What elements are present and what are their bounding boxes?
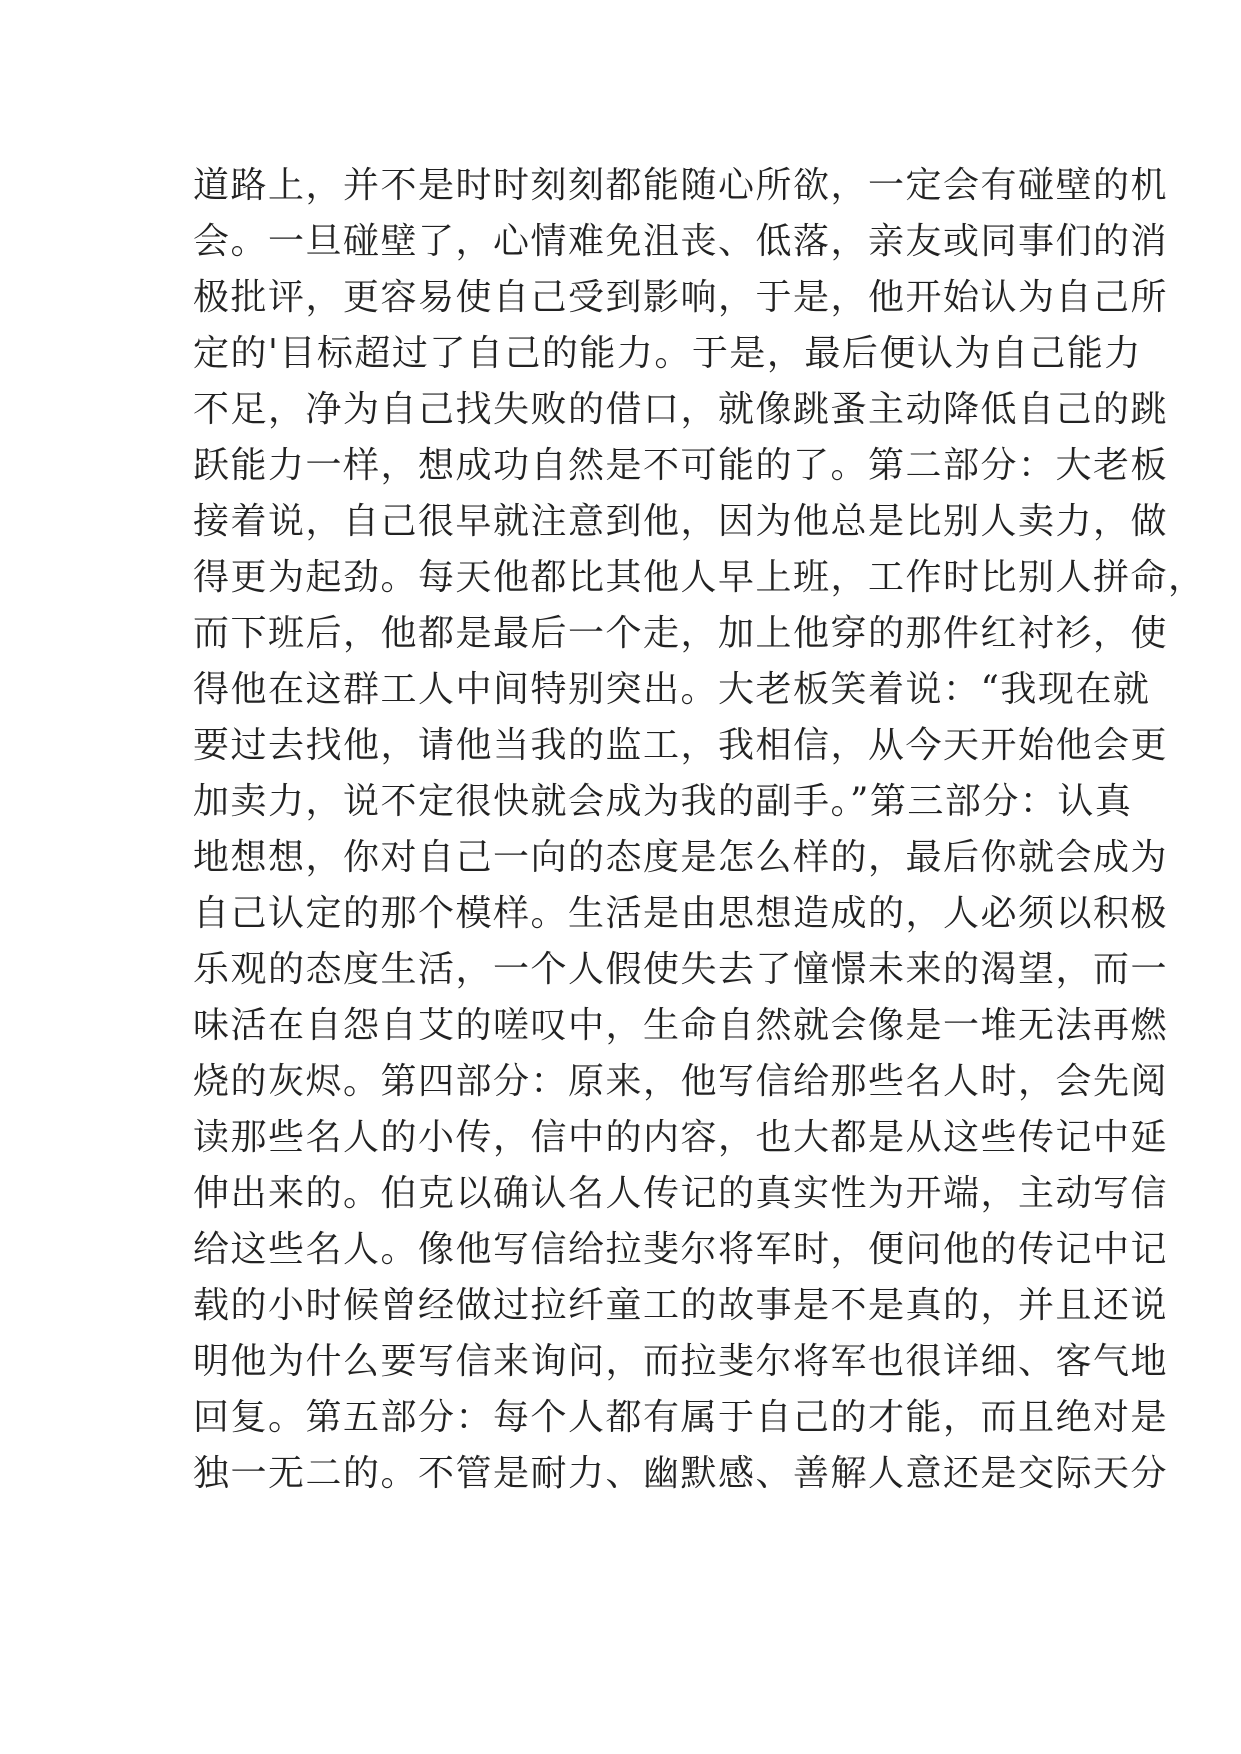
text-line: 而下班后，他都是最后一个走，加上他穿的那件红衬衫，使 bbox=[193, 613, 1169, 654]
text-line: 自己认定的那个模样。生活是由思想造成的，人必须以积极 bbox=[193, 893, 1169, 934]
text-line: 回复。第五部分：每个人都有属于自己的才能，而且绝对是 bbox=[193, 1397, 1169, 1438]
text-line: 得更为起劲。每天他都比其他人早上班，工作时比别人拼命， bbox=[193, 557, 1206, 598]
text-line: 会。一旦碰壁了，心情难免沮丧、低落，亲友或同事们的消 bbox=[193, 221, 1169, 262]
body-text bbox=[193, 158, 1206, 1502]
text-line: 独一无二的。不管是耐力、幽默感、善解人意还是交际天分 bbox=[193, 1453, 1169, 1494]
text-line: 不足，净为自己找失败的借口，就像跳蚤主动降低自己的跳 bbox=[193, 389, 1169, 430]
text-line: 地想想，你对自己一向的态度是怎么样的，最后你就会成为 bbox=[193, 837, 1169, 878]
text-line: 极批评，更容易使自己受到影响，于是，他开始认为自己所 bbox=[193, 277, 1169, 318]
text-line: 读那些名人的小传，信中的内容，也大都是从这些传记中延 bbox=[193, 1117, 1169, 1158]
text-line: 载的小时候曾经做过拉纤童工的故事是不是真的，并且还说 bbox=[193, 1285, 1169, 1326]
text-line: 得他在这群工人中间特别突出。大老板笑着说：“我现在就 bbox=[193, 669, 1151, 710]
text-line: 乐观的态度生活，一个人假使失去了憧憬未来的渴望，而一 bbox=[193, 949, 1169, 990]
text-line: 给这些名人。像他写信给拉斐尔将军时，便问他的传记中记 bbox=[193, 1229, 1169, 1270]
text-line: 明他为什么要写信来询问，而拉斐尔将军也很详细、客气地 bbox=[193, 1341, 1169, 1382]
text-line: 要过去找他，请他当我的监工，我相信，从今天开始他会更 bbox=[193, 725, 1169, 766]
text-line: 烧的灰烬。第四部分：原来，他写信给那些名人时，会先阅 bbox=[193, 1061, 1169, 1102]
text-line: 接着说，自己很早就注意到他，因为他总是比别人卖力，做 bbox=[193, 501, 1169, 542]
text-line: 定的'目标超过了自己的能力。于是，最后便认为自己能力 bbox=[193, 333, 1142, 374]
text-line: 味活在自怨自艾的嗟叹中，生命自然就会像是一堆无法再燃 bbox=[193, 1005, 1169, 1046]
text-line: 伸出来的。伯克以确认名人传记的真实性为开端，主动写信 bbox=[193, 1173, 1169, 1214]
text-line: 跃能力一样，想成功自然是不可能的了。第二部分：大老板 bbox=[193, 445, 1169, 486]
text-line: 道路上，并不是时时刻刻都能随心所欲，一定会有碰壁的机 bbox=[193, 165, 1169, 206]
text-line: 加卖力，说不定很快就会成为我的副手。”第三部分：认真 bbox=[193, 781, 1133, 822]
